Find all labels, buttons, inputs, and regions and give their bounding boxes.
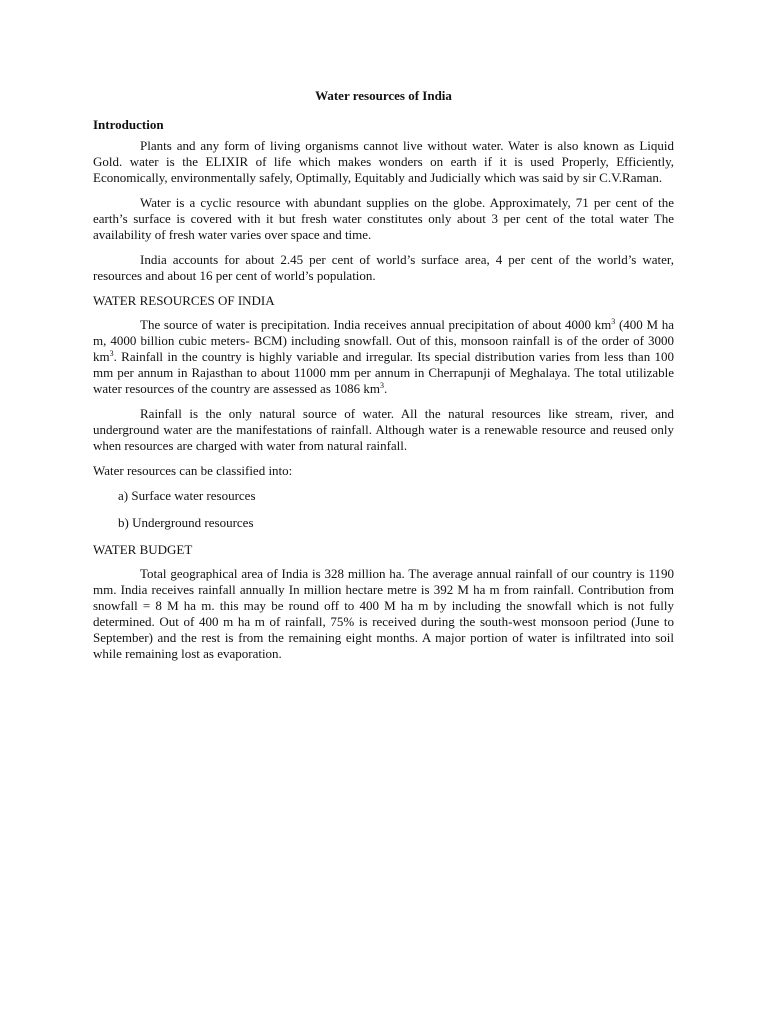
list-item: b) Underground resources: [118, 515, 254, 530]
page-title: Water resources of India: [315, 88, 452, 103]
paragraph-resources-2: Rainfall is the only natural source of water. All the natural resources like stream, river, and underground water are the manifestations of rainfall. Although water is a renewable resource and reused only when resources are charged with water from natural rainfall.: [93, 406, 674, 453]
text-run: (400 M ha m, 4000 billion cubic meters- BCM) including snowfall. Out of this, monsoon rainfall is of the order of 3000 km: [93, 317, 674, 364]
superscript: 3: [379, 381, 384, 390]
superscript: 3: [109, 349, 114, 358]
section-heading-introduction: Introduction: [93, 117, 164, 132]
paragraph-intro-1: Plants and any form of living organisms cannot live without water. Water is also known as Liquid Gold. water is the ELIXIR of life which makes wonders on earth if it is used Properly, Efficiently, Economically, environmentally safely, Optimally, Equitably and Judicially which was said by sir C.V.Raman.: [93, 138, 674, 185]
text-run: The source of water is precipitation. India receives annual precipitation of about 4000 km: [140, 317, 612, 332]
paragraph-resources-1: [93, 317, 674, 397]
section-heading-water-resources: WATER RESOURCES OF INDIA: [93, 293, 275, 308]
text-run: .: [383, 381, 388, 396]
list-item: a) Surface water resources: [118, 488, 256, 503]
paragraph-intro-3: India accounts for about 2.45 per cent of world’s surface area, 4 per cent of the world’s water, resources and about 16 per cent of world’s population.: [93, 252, 674, 283]
superscript: 3: [611, 317, 616, 326]
text-run: . Rainfall in the country is highly variable and irregular. Its special distribution varies from less than 100 mm per annum in Rajasthan to about 11000 mm per annum in Cherrapunji of Meghalaya. The total utilizable water resources of the country are assessed as 1086 km: [93, 349, 674, 396]
section-heading-water-budget: WATER BUDGET: [93, 542, 193, 557]
paragraph-intro-2: Water is a cyclic resource with abundant supplies on the globe. Approximately, 71 per cent of the earth’s surface is covered with it but fresh water constitutes only about 3 per cent of the total water The availability of fresh water varies over space and time.: [93, 195, 674, 242]
paragraph-classification: Water resources can be classified into:: [93, 463, 293, 478]
paragraph-budget: Total geographical area of India is 328 million ha. The average annual rainfall of our country is 1190 mm. India receives rainfall annually In million hectare metre is 392 M ha m from rainfall. Contribution from snowfall = 8 M ha m. this may be round off to 400 M ha m by including the snowfall which is not fully determined. Out of 400 m ha m of rainfall, 75% is received during the south-west monsoon period (June to September) and the rest is from the remaining eight months. A major portion of water is infiltrated into soil while remaining lost as evaporation.: [93, 566, 674, 661]
